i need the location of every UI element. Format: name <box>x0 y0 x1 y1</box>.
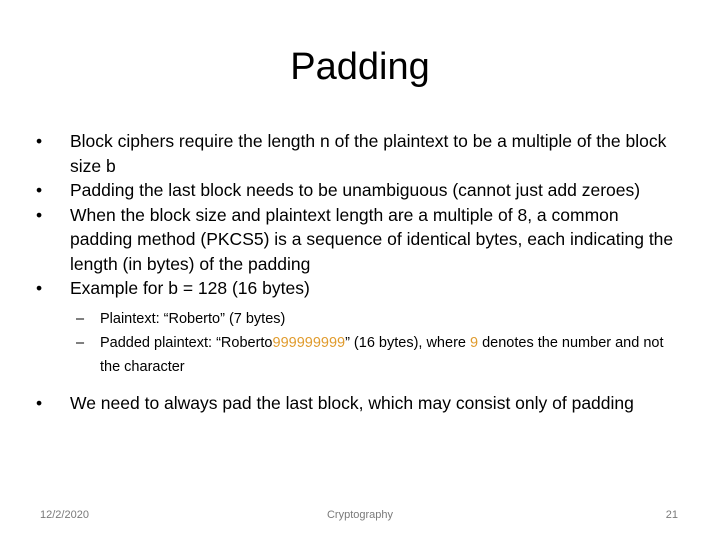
footer-date: 12/2/2020 <box>40 509 89 521</box>
bullet-text: When the block size and plaintext length are a multiple of 8, a common padding method (PKCS5) is a sequence of identical bytes, each indicating the length (in bytes) of the padding <box>70 204 674 274</box>
sub-bullet-item <box>36 307 676 331</box>
padded-middle: ” (16 bytes), where <box>345 334 470 351</box>
bullet-glyph: • <box>36 131 43 151</box>
bullet-text: Block ciphers require the length n of the plaintext to be a multiple of the block size b <box>70 131 667 176</box>
bullet-item <box>36 178 676 203</box>
sub-bullet-text: Plaintext: “Roberto” (7 bytes) <box>100 310 286 327</box>
dash-glyph: – <box>76 310 85 327</box>
sub-bullet-item <box>36 331 676 379</box>
highlighted-nine: 9 <box>470 334 479 351</box>
footer-page-number: 21 <box>665 509 678 521</box>
bullet-item <box>36 391 676 416</box>
bullet-text: Example for b = 128 (16 bytes) <box>70 278 310 298</box>
bullet-glyph: • <box>36 204 43 225</box>
bullet-glyph: • <box>36 392 43 413</box>
slide-title: Padding <box>290 46 430 88</box>
bullet-item <box>36 203 676 277</box>
bullet-list <box>36 129 676 415</box>
padded-prefix: Padded plaintext: “Roberto <box>100 334 273 351</box>
padded-suffix: denotes the number and not the character <box>100 334 664 375</box>
bullet-item <box>36 276 676 301</box>
footer-course: Cryptography <box>326 509 394 521</box>
bullet-glyph: • <box>36 180 43 200</box>
bullet-text: Padding the last block needs to be unambiguous (cannot just add zeroes) <box>70 180 641 200</box>
padding-bytes: 999999999 <box>272 334 346 351</box>
bullet-glyph: • <box>36 278 43 298</box>
bullet-text: We need to always pad the last block, which may consist only of padding <box>70 392 634 413</box>
bullet-item <box>36 129 676 178</box>
sub-bullet-text <box>100 335 664 375</box>
dash-glyph: – <box>76 334 85 351</box>
sub-bullet-list <box>36 307 676 379</box>
